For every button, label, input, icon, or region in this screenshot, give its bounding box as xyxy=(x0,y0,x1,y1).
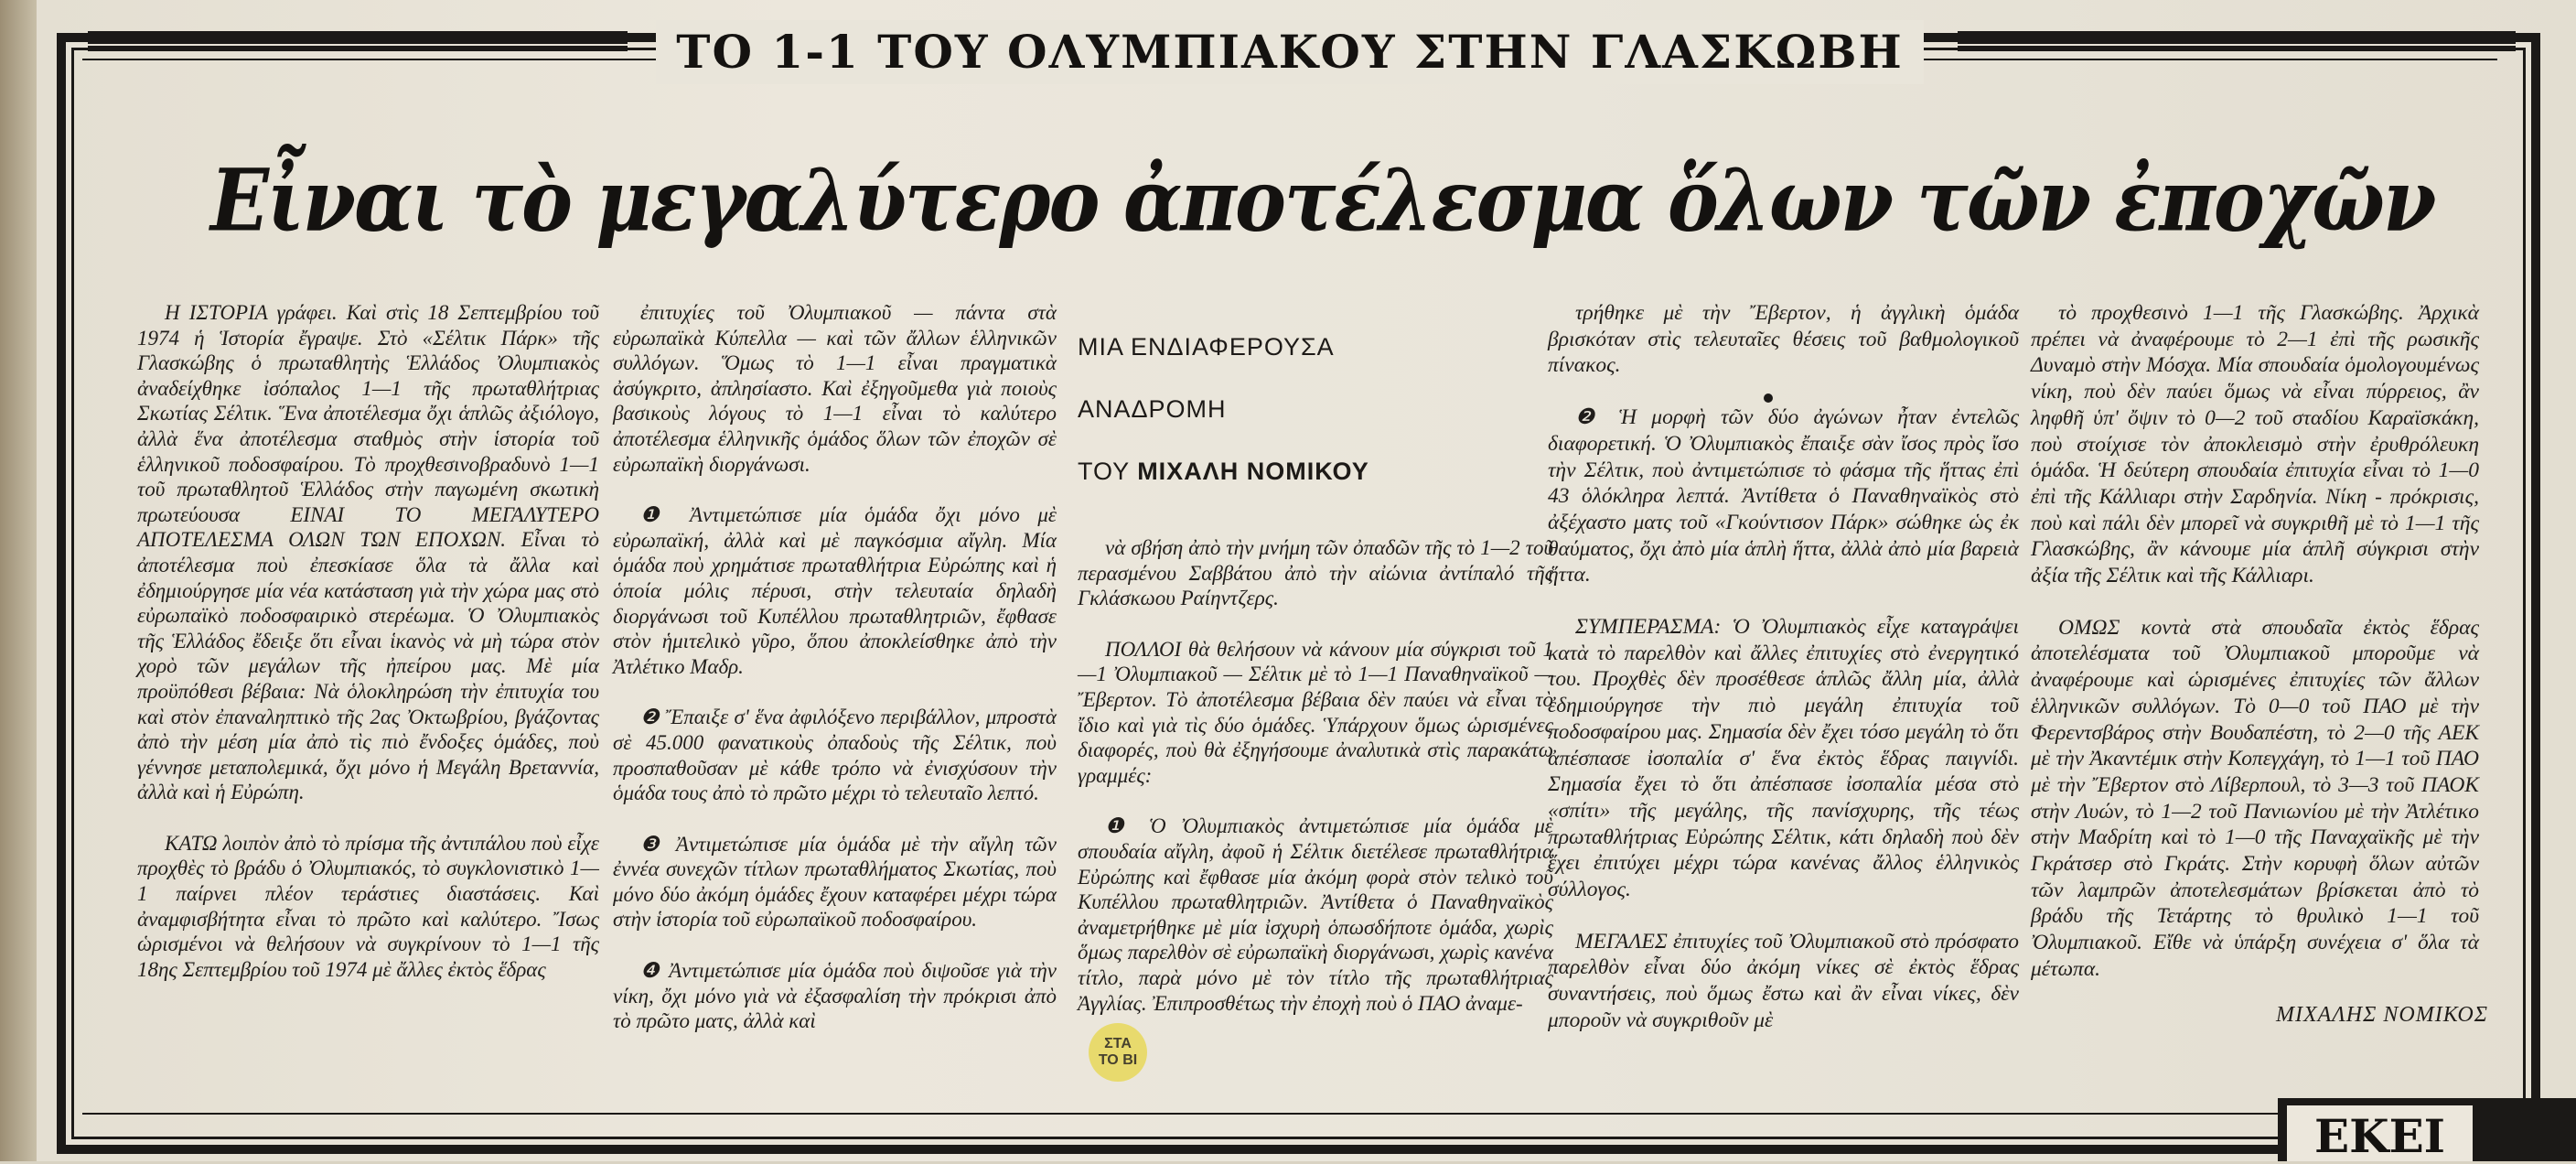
adjacent-page-edge xyxy=(0,0,37,1161)
next-article-tab xyxy=(2278,1098,2576,1161)
byline-line-1: ΜΙΑ ΕΝΔΙΑΦΕΡΟΥΣΑ xyxy=(1078,333,1335,361)
byline xyxy=(1078,331,1553,518)
yellow-sticker xyxy=(1089,1023,1147,1082)
byline-line-2: ΑΝΑΔΡΟΜΗ xyxy=(1078,395,1227,423)
print-speck xyxy=(1764,393,1773,403)
paragraph: ❷ Ἔπαιξε σ' ἕνα ἀφιλόξενο περιβάλλον, μπροστὰ σὲ 45.000 φανατικοὺς ὀπαδοὺς τῆς Σέλτικ, ποὺ προσπαθοῦσαν μὲ κάθε τρόπο νὰ ἐνισχύσουν τὴν ὁμάδα τους ἀπὸ τὸ πρῶτο μέχρι τὸ τελευταῖο λεπτό. xyxy=(613,706,1057,805)
kicker-container xyxy=(558,20,2022,84)
article-column-4 xyxy=(1548,300,2019,1034)
sticker-line-2: ΤΟ ΒΙ xyxy=(1098,1052,1138,1068)
paragraph: Η ΙΣΤΟΡΙΑ γράφει. Καὶ στὶς 18 Σεπτεμβρίου τοῦ 1974 ἡ Ἱστορία ἔγραψε. Στὸ «Σέλτικ Πάρκ» τῆς Γλασκώβης ὁ πρωταθλητὴς Ἑλλάδος Ὀλυμπιακὸς ἀναδείχθηκε ἰσόπαλος 1—1 τῆς πρωταθλήτριας Σκωτίας Σέλτικ. Ἕνα ἀποτέλεσμα ὄχι ἁπλῶς ἀξιόλογο, ἀλλὰ ἕνα ἀποτέλεσμα σταθμὸς στὴν ἱστορία τοῦ ἑλληνικοῦ ποδοσφαίρου. Τὸ προχθεσινοβραδυνὸ 1—1 τοῦ πρωταθλητοῦ Ἑλλάδος στὴν παγωμένη σκωτικὴ πρωτεύουσα ΕΙΝΑΙ ΤΟ ΜΕΓΑΛΥΤΕΡΟ ΑΠΟΤΕΛΕΣΜΑ ΟΛΩΝ ΤΩΝ ΕΠΟΧΩΝ. Εἶναι τὸ ἀποτέλεσμα ποὺ ἐπεσκίασε ὅλα τὰ ἄλλα καὶ ἐδημιούργησε μία νέα κατάσταση γιὰ τὴν χώρα μας στὸ εὐρωπαϊκὸ ποδοσφαιρικὸ στερέωμα. Ὁ Ὀλυμπιακὸς τῆς Ἑλλάδος ἔδειξε ὅτι εἶναι ἱκανὸς νὰ μὴ τώρα στὸν χορὸ τῶν μεγάλων τῆς ἠπείρου μας. Μὲ μία προϋπόθεσι βέβαια: Νὰ ὁλοκληρώση τὴν ἐπιτυχία του καὶ στὸν ἐπαναληπτικὸ τῆς 2ας Ὀκτωβρίου, βγάζοντας ἀπὸ τὴν μέση μία ἀπὸ τὶς πιὸ ἔνδοξες ὁμάδες, ποὺ γέννησε μεταπολεμικά, ὄχι μόνο ἡ Μεγάλη Βρεταννία, ἀλλὰ καὶ ἡ Εὐρώπη. xyxy=(137,301,599,804)
paragraph: ❹ Ἀντιμετώπισε μία ὁμάδα ποὺ διψοῦσε γιὰ τὴν νίκη, ὄχι μόνο γιὰ νὰ ἐξασφαλίση τὴν πρόκρισι ἀπὸ τὸ πρῶτο ματς, ἀλλὰ καὶ xyxy=(613,959,1057,1033)
next-article-heading: ΕΚΕΙ xyxy=(2287,1105,2473,1161)
article-column-3 xyxy=(1078,535,1553,1016)
signature: ΜΙΧΑΛΗΣ ΝΟΜΙΚΟΣ xyxy=(2276,1003,2488,1027)
paragraph: νὰ σβήση ἀπὸ τὴν μνήμη τῶν ὀπαδῶν τῆς τὸ 1—2 τοῦ περασμένου Σαββάτου ἀπὸ τὴν αἰώνια ἀντίπαλό τῆς Γκλάσκωου Ραίηντζερς. xyxy=(1078,536,1553,610)
article-column-2 xyxy=(613,300,1057,1034)
article-column-1 xyxy=(137,300,599,982)
paragraph: τὸ προχθεσινὸ 1—1 τῆς Γλασκώβης. Ἀρχικὰ πρέπει νὰ ἀναφέρουμε τὸ 2—1 ἐπὶ τῆς ρωσικῆς Δυναμὸ στὴν Μόσχα. Μία σπουδαία ὁμολογουμένως νίκη, ποὺ δὲν παύει ὅμως νὰ εἶναι πύρρειος, ἂν ληφθῆ ὑπ' ὄψιν τὸ 0—2 τοῦ σταδίου Καραϊσκάκη, ποὺ στοίχισε τὸν ἀποκλεισμὸ στὴν ἐρυθρόλευκη ὁμάδα. Ἡ δεύτερη σπουδαία ἐπιτυχία εἶναι τὸ 1—0 ἐπὶ τῆς Κάλλιαρι στὴν Σαρδηνία. Νίκη - πρόκρισις, ποὺ καὶ πάλι δὲν μπορεῖ νὰ συγκριθῆ μὲ τὸ 1—1 τῆς Γλασκώβης, ἂν κάνουμε μία ἁπλῆ σύγκρισι στὴν ἀξία τῆς Σέλτικ καὶ τῆς Κάλλιαρι. xyxy=(2031,301,2479,588)
paragraph: ❸ Ἀντιμετώπισε μία ὁμάδα μὲ τὴν αἴγλη τῶν ἐννέα συνεχῶν τίτλων πρωταθλήματος Σκωτίας, ποὺ μόνο δύο ἀκόμη ὁμάδες ἔχουν καταφέρει μέχρι τώρα στὴν ἱστορία τοῦ εὐρωπαϊκοῦ ποδοσφαίρου. xyxy=(613,832,1057,932)
paragraph: ΟΜΩΣ κοντὰ στὰ σπουδαῖα ἐκτὸς ἕδρας ἀποτελέσματα τοῦ Ὀλυμπιακοῦ μποροῦμε νὰ ἀναφέρουμε καὶ ὡρισμένες ἐπιτυχίες τῶν ἄλλων ἑλληνικῶν συλλόγων. Τὸ 0—0 τοῦ ΠΑΟ μὲ τὴν Φερεντσβάρος στὴν Βουδαπέστη, τὸ 2—0 τῆς ΑΕΚ μὲ τὴν Ἀκαντέμικ στὴν Κοπεγχάγη, τὸ 1—1 τοῦ ΠΑΟ μὲ τὴν Ἔβερτον στὸ Λίβερπουλ, τὸ 3—3 τοῦ ΠΑΟΚ στὴν Λυών, τὸ 1—2 τοῦ Πανιωνίου μὲ τὴν Ἀτλέτικο στὴν Μαδρίτη καὶ τὸ 1—0 τῆς Παναχαϊκῆς μὲ τὴν Γκράτσερ στὸ Γκράτς. Στὴν κορυφὴ ὅλων αὐτῶν τῶν λαμπρῶν ἀποτελεσμάτων βρίσκεται ἀπὸ τὸ βράδυ τῆς Τετάρτης τὸ θρυλικὸ 1—1 τοῦ Ὀλυμπιακοῦ. Εἴθε νὰ ὑπάρξη συνέχεια σ' ὅλα τὰ μέτωπα. xyxy=(2031,615,2479,981)
paragraph: ἐπιτυχίες τοῦ Ὀλυμπιακοῦ — πάντα στὰ εὐρωπαϊκὰ Κύπελλα — καὶ τῶν ἄλλων ἑλληνικῶν συλλόγων. Ὅμως τὸ 1—1 εἶναι πραγματικὰ ἀσύγκριτο, ἀπλησίαστο. Καὶ ἐξηγοῦμεθα γιὰ ποιοὺς βασικοὺς λόγους τὸ 1—1 εἶναι τὸ καλύτερο ἀποτέλεσμα ἑλληνικῆς ὁμάδος ὅλων τῶν ἐποχῶν σὲ εὐρωπαϊκὴ διοργάνωσι. xyxy=(613,301,1057,476)
byline-prefix: ΤΟΥ xyxy=(1078,458,1130,485)
sticker-line-1: ΣΤΑ xyxy=(1104,1036,1132,1051)
kicker-rule-right xyxy=(1958,31,2516,51)
paragraph: τρήθηκε μὲ τὴν Ἔβερτον, ἡ ἀγγλικὴ ὁμάδα βρισκόταν στὶς τελευταῖες θέσεις τοῦ βαθμολογικοῦ πίνακος. xyxy=(1548,301,2019,378)
byline-author-line xyxy=(1078,456,1553,487)
paragraph: ❶ Ὁ Ὀλυμπιακὸς ἀντιμετώπισε μία ὁμάδα μὲ σπουδαία αἴγλη, ἀφοῦ ἡ Σέλτικ διετέλεσε πρωταθλήτρια Εὐρώπης καὶ ἔφθασε μία ἀκόμη φορὰ στὸν τελικὸ τοῦ Κυπέλλου πρωταθλητριῶν. Ἀντίθετα ὁ Παναθηναϊκὸς ἀναμετρήθηκε μὲ μία ἰσχυρὴ ὁπωσδήποτε ὁμάδα, χωρὶς ὅμως παρελθὸν σὲ εὐρωπαϊκὴ διοργάνωσι, χωρὶς κανένα τίτλο, παρὰ μόνο μὲ τὸν τίτλο τῆς πρωταθλήτριας Ἀγγλίας. Ἐπιπροσθέτως τὴν ἐποχὴ ποὺ ὁ ΠΑΟ ἀναμε- xyxy=(1078,814,1553,1015)
paragraph: ΜΕΓΑΛΕΣ ἐπιτυχίες τοῦ Ὀλυμπιακοῦ στὸ πρόσφατο παρελθὸν εἶναι δύο ἀκόμη νίκες σὲ ἐκτὸς ἕδρας συναντήσεις, ποὺ ὅμως ἔστω καὶ ἂν εἶναι νίκες, δὲν μποροῦν νὰ συγκριθοῦν μὲ xyxy=(1548,929,2019,1032)
paragraph: ΣΥΜΠΕΡΑΣΜΑ: Ὁ Ὀλυμπιακὸς εἶχε καταγράψει κατὰ τὸ παρελθὸν καὶ ἄλλες ἐπιτυχίες στὸ ἐνεργητικό του. Προχθὲς δὲν προσέθεσε ἁπλῶς ἄλλη μία, ἀλλὰ ἐδημιούργησε τὴν πιὸ μεγάλη ἐπιτυχία τοῦ ποδοσφαίρου μας. Σημασία δὲν ἔχει τόσο μεγάλη τὸ ὅτι ἀπέσπασε ἰσοπαλία σ' ἕνα ἐκτὸς ἕδρας παιγνίδι. Σημασία ἔχει τὸ ὅτι ἀπέσπασε ἰσοπαλία μέσα στὸ «σπίτι» τῆς μεγάλης, τῆς πανίσχυρης, τῆς τέως πρωταθλήτριας Εὐρώπης Σέλτικ, κάτι δηλαδὴ ποὺ δὲν ἔχει ἐπιτύχει μέχρι τώρα κανένας ἄλλος ἑλληνικὸς σύλλογος. xyxy=(1548,615,2019,902)
kicker-rule-left xyxy=(88,31,628,51)
paragraph: ❷ Ἡ μορφὴ τῶν δύο ἀγώνων ἦταν ἐντελῶς διαφορετική. Ὁ Ὀλυμπιακὸς ἔπαιξε σὰν ἴσος πρὸς ἴσο τὴν Σέλτικ, ποὺ ἀντιμετώπισε τὸ φάσμα τῆς ἥττας ἐπὶ 43 ὁλόκληρα λεπτά. Ἀντίθετα ὁ Παναθηναϊκὸς στὸ ἀξέχαστο ματς τοῦ «Γκούντισον Πάρκ» σώθηκε ὡς ἐκ θαύματος, ὄχι ἀπὸ μία ἁπλὴ ἥττα, ἀλλὰ ἀπὸ μία βαρειὰ ἥττα. xyxy=(1548,405,2019,587)
kicker: ΤΟ 1-1 ΤΟΥ ΟΛΥΜΠΙΑΚΟΥ ΣΤΗΝ ΓΛΑΣΚΩΒΗ xyxy=(656,20,1923,84)
headline: Εἶναι τὸ μεγαλύτερο ἀποτέλεσμα ὅλων τῶν ἐποχῶν xyxy=(210,148,2435,251)
article-column-5 xyxy=(2031,300,2479,983)
paragraph: ΚΑΤΩ λοιπὸν ἀπὸ τὸ πρίσμα τῆς ἀντιπάλου ποὺ εἶχε προχθὲς τὸ βράδυ ὁ Ὀλυμπιακός, τὸ συγκλονιστικὸ 1—1 παίρνει πλέον τεράστιες διαστάσεις. Καὶ ἀναμφισβήτητα εἶναι τὸ πρῶτο καὶ καλύτερο. Ἴσως ὡρισμένοι νὰ θελήσουν νὰ συγκρίνουν τὸ 1—1 τῆς 18ης Σεπτεμβρίου τοῦ 1974 μὲ ἄλλες ἐκτὸς ἕδρας xyxy=(137,831,599,981)
byline-author: ΜΙΧΑΛΗ ΝΟΜΙΚΟΥ xyxy=(1137,458,1369,485)
paragraph: ❶ Ἀντιμετώπισε μία ὁμάδα ὄχι μόνο μὲ εὐρωπαϊκή, ἀλλὰ καὶ μὲ παγκόσμια αἴγλη. Μία ὁμάδα ποὺ χρημάτισε πρωταθλήτρια Εὐρώπης καὶ ἡ ὁποία μόλις πέρυσι, στὴν τελευταία δηλαδὴ διοργάνωσι τοῦ Κυπέλλου πρωταθλητριῶν, ἔφθασε στὸν ἡμιτελικὸ γῦρο, ὅπου ἀποκλείσθηκε ἀπὸ τὴν Ἀτλέτικο Μαδρ. xyxy=(613,503,1057,678)
paragraph: ΠΟΛΛΟΙ θὰ θελήσουν νὰ κάνουν μία σύγκρισι τοῦ 1—1 Ὀλυμπιακοῦ — Σέλτικ μὲ τὸ 1—1 Παναθηναϊκοῦ — Ἔβερτον. Τὸ ἀποτέλεσμα βέβαια δὲν παύει νὰ εἶναι τὸ ἴδιο καὶ γιὰ τὶς δύο ὁμάδες. Ὑπάρχουν ὅμως ὡρισμένες διαφορές, ποὺ θὰ ἐξηγήσουμε ἀναλυτικὰ στὶς παρακάτω γραμμές: xyxy=(1078,637,1553,787)
